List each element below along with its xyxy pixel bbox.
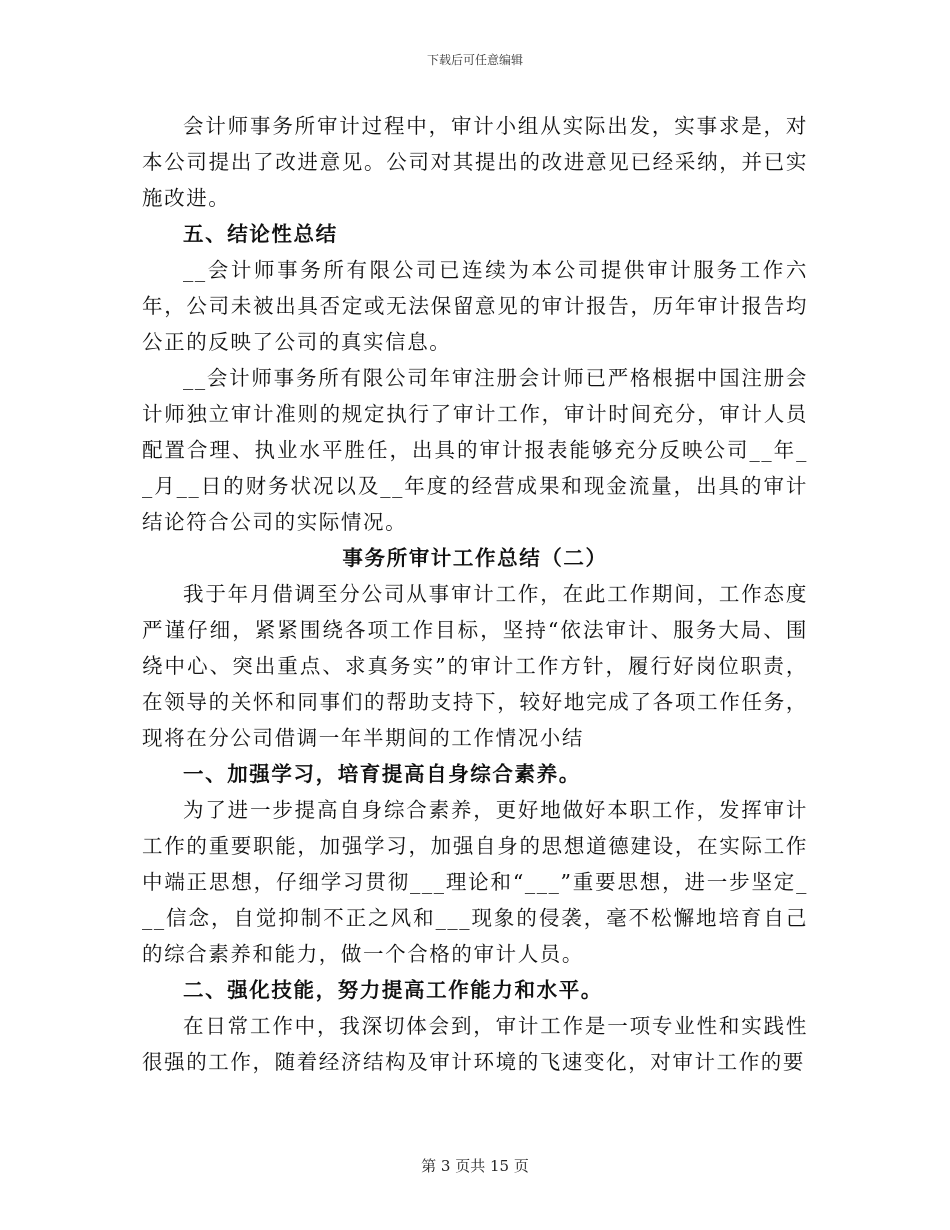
heading-strengthen-learning: 一、加强学习，培育提高自身综合素养。 xyxy=(183,762,581,786)
heading-conclusion: 五、结论性总结 xyxy=(183,222,338,246)
heading-strengthen-skills: 二、强化技能，努力提高工作能力和水平。 xyxy=(183,978,603,1002)
document-body xyxy=(142,108,808,1080)
page-header: 下载后可任意编辑 xyxy=(426,53,523,67)
page-number: 第 3 页共 15 页 xyxy=(421,1157,529,1175)
paragraph-six-years-service: __会计师事务所有限公司已连续为本公司提供审计服务工作六年，公司未被出具否定或无法保留意见的审计报告，历年审计报告均公正的反映了公司的真实信息。 xyxy=(142,258,808,354)
section-title-summary-two: 事务所审计工作总结（二） xyxy=(342,546,608,570)
paragraph-audit-improvement: 会计师事务所审计过程中，审计小组从实际出发，实事求是，对本公司提出了改进意见。公司对其提出的改进意见已经采纳，并已实施改进。 xyxy=(142,114,808,210)
paragraph-secondment-intro: 我于年月借调至分公司从事审计工作，在此工作期间，工作态度严谨仔细，紧紧围绕各项工作目标，坚持“依法审计、服务大局、围绕中心、突出重点、求真务实”的审计工作方针，履行好岗位职责，在领导的关怀和同事们的帮助支持下，较好地完成了各项工作任务，现将在分公司借调一年半期间的工作情况小结 xyxy=(142,582,808,750)
paragraph-daily-work: 在日常工作中，我深切体会到，审计工作是一项专业性和实践性很强的工作，随着经济结构及审计环境的飞速变化，对审计工作的要 xyxy=(142,1014,808,1074)
paragraph-cpa-standards: __会计师事务所有限公司年审注册会计师已严格根据中国注册会计师独立审计准则的规定执行了审计工作，审计时间充分，审计人员配置合理、执业水平胜任，出具的审计报表能够充分反映公司__年__月__日的财务状况以及__年度的经营成果和现金流量，出具的审计结论符合公司的实际情况。 xyxy=(142,366,808,534)
paragraph-learning-details: 为了进一步提高自身综合素养，更好地做好本职工作，发挥审计工作的重要职能，加强学习，加强自身的思想道德建设，在实际工作中端正思想，仔细学习贯彻___理论和“___”重要思想，进一步坚定___信念，自觉抑制不正之风和___现象的侵袭，毫不松懈地培育自己的综合素养和能力，做一个合格的审计人员。 xyxy=(142,798,808,966)
